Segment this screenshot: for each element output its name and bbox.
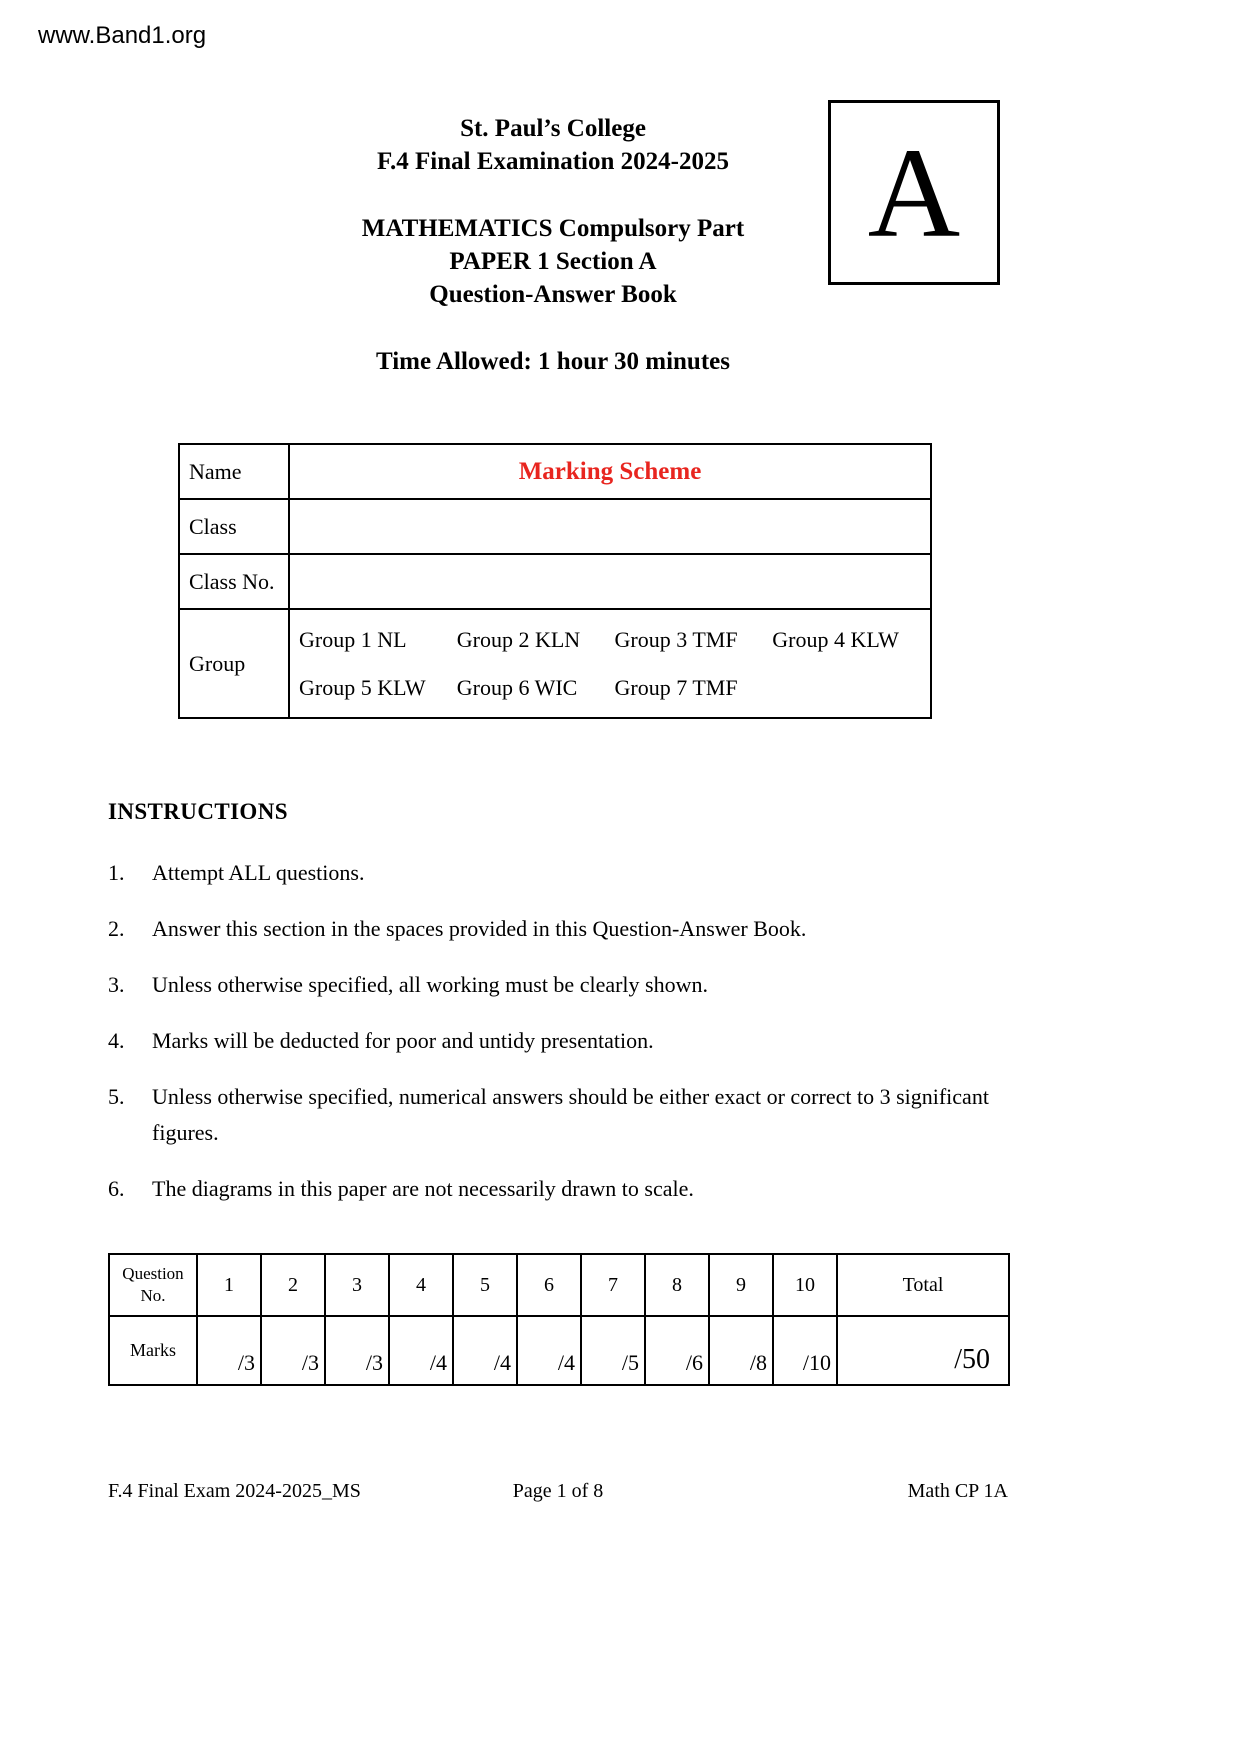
section-letter: A bbox=[867, 121, 961, 264]
question-number: 10 bbox=[773, 1254, 837, 1316]
section-letter-box bbox=[828, 100, 1000, 285]
question-number: 1 bbox=[197, 1254, 261, 1316]
paper-title: PAPER 1 Section A bbox=[449, 248, 657, 275]
subject-title: MATHEMATICS Compulsory Part bbox=[361, 215, 745, 242]
table-row bbox=[179, 444, 931, 499]
item-number: 4. bbox=[108, 1028, 125, 1053]
mark-value: /4 bbox=[517, 1316, 581, 1385]
student-info-table bbox=[178, 443, 932, 719]
item-number: 6. bbox=[108, 1176, 125, 1201]
list-item bbox=[108, 1079, 1028, 1151]
item-text: Unless otherwise specified, numerical answers should be either exact or correct to 3 significant figures. bbox=[152, 1084, 989, 1145]
mark-value: /4 bbox=[453, 1316, 517, 1385]
item-text: Attempt ALL questions. bbox=[152, 860, 365, 885]
question-number: 8 bbox=[645, 1254, 709, 1316]
group-options-line1 bbox=[299, 625, 930, 655]
group-options-line2 bbox=[299, 673, 930, 703]
list-item bbox=[108, 855, 1028, 891]
school-name: St. Paul’s College bbox=[460, 115, 646, 142]
class-no-value[interactable] bbox=[289, 554, 931, 609]
item-number: 3. bbox=[108, 972, 125, 997]
table-row bbox=[179, 609, 931, 718]
question-number: 6 bbox=[517, 1254, 581, 1316]
instructions-heading: INSTRUCTIONS bbox=[108, 799, 288, 824]
class-no-label: Class No. bbox=[179, 554, 289, 609]
question-no-header: Question No. bbox=[109, 1254, 197, 1316]
item-text: Answer this section in the spaces provided in this Question-Answer Book. bbox=[152, 916, 807, 941]
list-item bbox=[108, 1023, 1028, 1059]
footer-paper-code: Math CP 1A bbox=[907, 1480, 1008, 1502]
mark-value: /3 bbox=[197, 1316, 261, 1385]
item-text: Marks will be deducted for poor and untidy presentation. bbox=[152, 1028, 654, 1053]
mark-value: /3 bbox=[325, 1316, 389, 1385]
item-text: Unless otherwise specified, all working must be clearly shown. bbox=[152, 972, 708, 997]
class-label: Class bbox=[179, 499, 289, 554]
item-number: 1. bbox=[108, 860, 125, 885]
mark-value: /3 bbox=[261, 1316, 325, 1385]
list-item bbox=[108, 1171, 1028, 1207]
group-option-empty bbox=[772, 673, 930, 703]
group-option: Group 6 WIC bbox=[456, 674, 578, 700]
mark-value: /10 bbox=[773, 1316, 837, 1385]
page-footer bbox=[108, 1480, 1008, 1503]
total-header: Total bbox=[837, 1254, 1009, 1316]
book-title: Question-Answer Book bbox=[429, 281, 677, 308]
footer-document-id: F.4 Final Exam 2024-2025_MS bbox=[108, 1480, 361, 1502]
mark-value: /8 bbox=[709, 1316, 773, 1385]
group-options bbox=[289, 609, 931, 718]
name-value: Marking Scheme bbox=[289, 444, 931, 499]
exam-title: F.4 Final Examination 2024-2025 bbox=[377, 148, 729, 175]
group-option: Group 1 NL bbox=[299, 626, 407, 652]
time-allowed: Time Allowed: 1 hour 30 minutes bbox=[376, 348, 730, 375]
mark-value: /4 bbox=[389, 1316, 453, 1385]
list-item bbox=[108, 967, 1028, 1003]
table-row bbox=[179, 499, 931, 554]
question-number: 3 bbox=[325, 1254, 389, 1316]
instructions-list bbox=[108, 855, 1028, 1227]
group-option: Group 2 KLN bbox=[456, 626, 581, 652]
table-row bbox=[109, 1316, 1009, 1385]
group-label: Group bbox=[179, 609, 289, 718]
name-label: Name bbox=[179, 444, 289, 499]
question-number: 9 bbox=[709, 1254, 773, 1316]
table-row bbox=[179, 554, 931, 609]
marks-summary-table bbox=[108, 1253, 1010, 1386]
mark-value: /5 bbox=[581, 1316, 645, 1385]
question-number: 2 bbox=[261, 1254, 325, 1316]
footer-page-number: Page 1 of 8 bbox=[512, 1480, 604, 1502]
marks-row-label: Marks bbox=[109, 1316, 197, 1385]
group-option: Group 4 KLW bbox=[772, 626, 899, 652]
mark-value: /6 bbox=[645, 1316, 709, 1385]
item-number: 5. bbox=[108, 1084, 125, 1109]
list-item bbox=[108, 911, 1028, 947]
question-number: 7 bbox=[581, 1254, 645, 1316]
group-option: Group 3 TMF bbox=[614, 626, 738, 652]
table-row bbox=[109, 1254, 1009, 1316]
question-number: 4 bbox=[389, 1254, 453, 1316]
question-number: 5 bbox=[453, 1254, 517, 1316]
group-option: Group 5 KLW bbox=[299, 674, 426, 700]
item-text: The diagrams in this paper are not necessarily drawn to scale. bbox=[152, 1176, 694, 1201]
item-number: 2. bbox=[108, 916, 125, 941]
class-value[interactable] bbox=[289, 499, 931, 554]
total-mark-value: /50 bbox=[837, 1316, 1009, 1385]
group-option: Group 7 TMF bbox=[614, 674, 738, 700]
site-watermark: www.Band1.org bbox=[38, 22, 207, 49]
